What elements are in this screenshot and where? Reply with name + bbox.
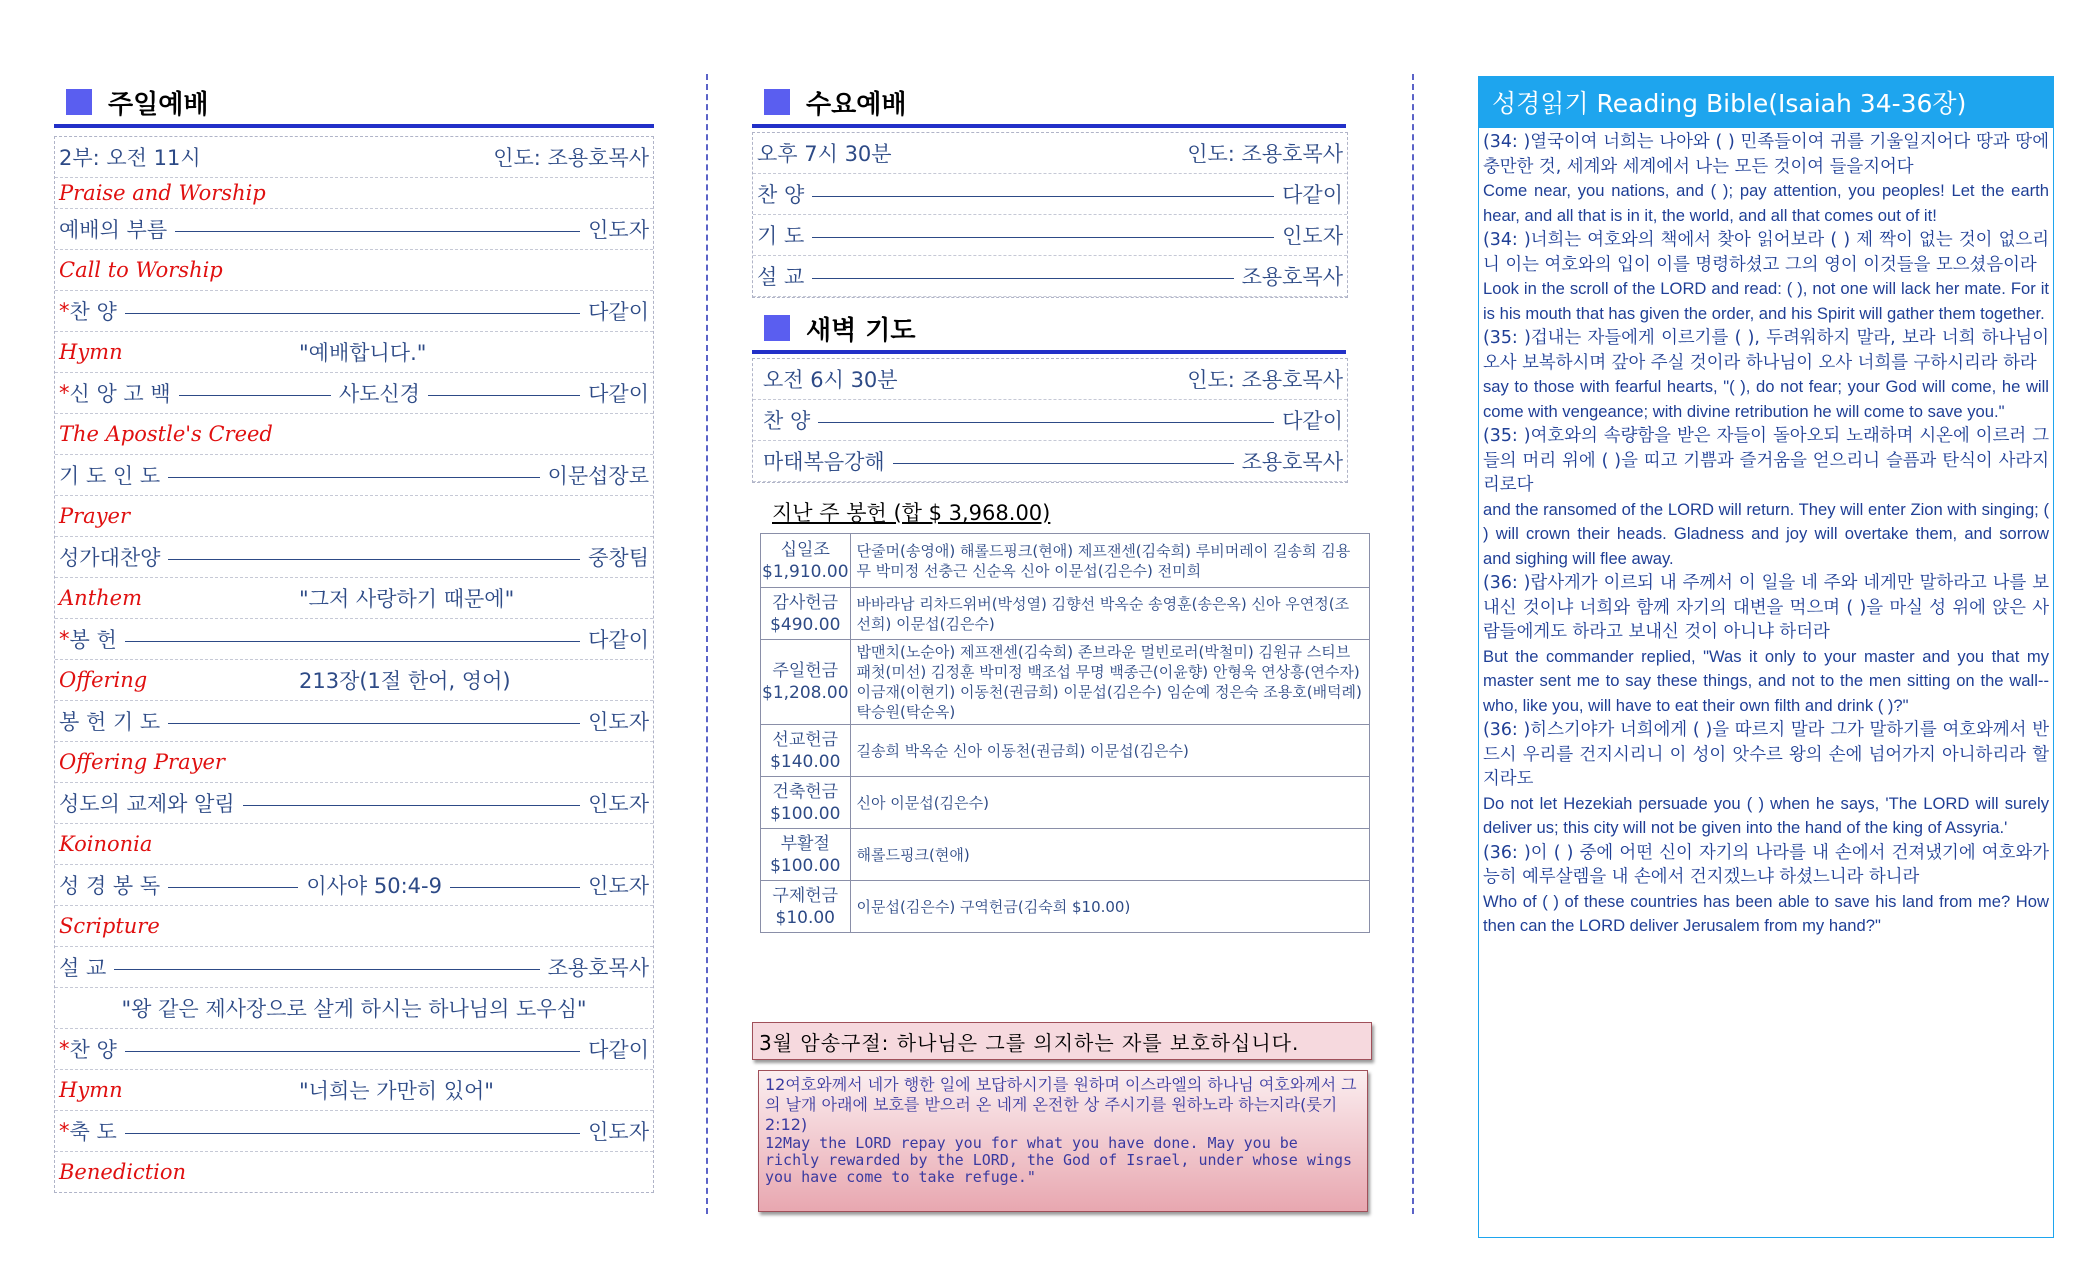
service-time: 오후 7시 30분 <box>757 142 892 166</box>
order-row <box>753 400 1347 441</box>
order-row <box>753 215 1347 256</box>
offering-kind-label: 선교헌금 <box>772 729 839 750</box>
order-row <box>55 373 653 414</box>
leader-line <box>175 231 580 232</box>
order-responsible: 다같이 <box>1282 183 1343 207</box>
leader-line <box>168 723 580 724</box>
order-detail: 이사야 50:4-9 <box>306 874 442 898</box>
leader-line <box>893 463 1234 464</box>
leader-line <box>168 887 298 888</box>
bible-verse-english: Look in the scroll of the LORD and read: ( ), not one will lack her mate. For it is his mouth that has given the order, and his Spirit will gather them together. <box>1483 279 2049 323</box>
offering-names: 신아 이문섭(김은수) <box>850 777 1369 829</box>
bible-verse-english: Who of ( ) of these countries has been able to save his land from me? How then can the LORD deliver Jerusalem from my hand?" <box>1483 891 2049 935</box>
section-title: 새벽 기도 <box>806 315 916 346</box>
leader-line <box>125 313 580 314</box>
offering-kind <box>761 881 851 933</box>
order-responsible: 다같이 <box>1282 409 1343 433</box>
offering-row <box>761 881 1370 933</box>
order-label: 신 앙 고 백 <box>69 382 171 406</box>
order-sub-row <box>55 824 653 865</box>
order-row <box>55 865 653 906</box>
dawn-order-box <box>752 358 1348 483</box>
service-leader: 인도: 조용호목사 <box>1187 142 1343 166</box>
order-english: Prayer <box>59 504 131 528</box>
offering-row <box>761 777 1370 829</box>
order-sub-row <box>55 332 653 373</box>
order-label: 설 교 <box>59 956 107 980</box>
order-label: 기 도 <box>757 224 805 248</box>
service-time-row <box>753 359 1347 400</box>
leader-line <box>818 422 1274 423</box>
leader-line <box>450 887 580 888</box>
order-row <box>55 1111 653 1152</box>
order-responsible: 조용호목사 <box>547 956 649 980</box>
offering-amount: $1,208.00 <box>762 683 849 703</box>
leader-line <box>125 1133 580 1134</box>
bible-verse-korean: (36: )이 ( ) 중에 어떤 신이 자기의 나라를 내 손에서 건져냈기에 여호와가 능히 예루살렘을 내 손에서 건지겠느냐 하셨느니라 하니라 <box>1483 842 2049 887</box>
order-responsible: 조용호목사 <box>1241 450 1343 474</box>
bible-verse-korean: (36: )랍사게가 이르되 내 주께서 이 일을 네 주와 네게만 말하라고 나를 보내신 것이냐 너희와 함께 자기의 대변을 먹으며 ( )을 마실 성 위에 앉은 사람들에게도 하라고 보내신 것이 아니냐 하더라 <box>1483 573 2049 642</box>
offering-names: 이문섭(김은수) 구역헌금(김숙희 $10.00) <box>850 881 1369 933</box>
offering-amount: $100.00 <box>770 855 841 876</box>
order-row <box>55 619 653 660</box>
square-bullet-icon <box>764 89 790 115</box>
bible-verse-korean: (35: )겁내는 자들에게 이르기를 ( ), 두려워하지 말라, 보라 너희 하나님이 오사 보복하시며 갚아 주실 것이라 하나님이 오사 너희를 구하시리라 하라 <box>1483 328 2049 373</box>
offering-amount: $10.00 <box>775 907 835 928</box>
order-label: 기 도 인 도 <box>59 464 161 488</box>
offering-amount: $490.00 <box>770 614 841 635</box>
service-leader: 인도: 조용호목사 <box>493 146 649 170</box>
order-detail: 사도신경 <box>338 382 420 406</box>
leader-line <box>243 805 581 806</box>
section-title: 수요예배 <box>806 89 907 120</box>
bible-reading-section <box>1478 76 2054 1238</box>
order-responsible: 중창팀 <box>588 546 649 570</box>
offering-amount: $100.00 <box>770 803 841 824</box>
bible-verse-english: and the ransomed of the LORD will return. They will enter Zion with singing; ( ) will crown their heads. Gladness and joy will overtake them, and sorrow and sighing will flee away. <box>1483 499 2049 568</box>
order-row <box>55 209 653 250</box>
order-responsible: 이문섭장로 <box>547 464 649 488</box>
offering-names: 밥맨치(노순아) 제프잰센(김숙희) 존브라운 멀빈로러(박철미) 김원규 스티브패첫(미선) 김정훈 박미정 백조섭 무명 백종근(이윤향) 안형욱 연상흥(연수자) 이금재(이현기) 이동천(권금희) 이문섭(김은수) 임순예 정은숙 조용호(배덕례) 탁승원(탁순옥) <box>850 640 1369 725</box>
leader-line <box>125 1051 580 1052</box>
required-marker: * <box>59 1037 70 1061</box>
order-label: 찬 양 <box>763 409 811 433</box>
leader-line <box>179 395 331 396</box>
order-english: Hymn <box>59 340 123 364</box>
offering-kind-label: 십일조 <box>780 539 830 560</box>
bible-reading-body <box>1478 128 2054 1238</box>
offering-table <box>760 533 1370 933</box>
bible-verse-korean: (35: )여호와의 속량함을 받은 자들이 돌아오되 노래하며 시온에 이르러 그들의 머리 위에 ( )을 띠고 기쁨과 즐거움을 얻으리니 슬픔과 탄식이 사라지리로다 <box>1483 426 2049 495</box>
order-row <box>55 455 653 496</box>
service-eng-row <box>55 178 653 209</box>
order-label: 성 경 봉 독 <box>59 874 161 898</box>
order-sub-row <box>55 906 653 947</box>
required-marker: * <box>59 1119 70 1143</box>
offering-kind-label: 부활절 <box>780 833 830 854</box>
service-eng-title: Praise and Worship <box>59 181 266 205</box>
offering-row <box>761 640 1370 725</box>
order-row <box>55 701 653 742</box>
bible-verse-english: Come near, you nations, and ( ); pay attention, you peoples! Let the earth hear, and all that is in it, the world, and all that comes out of it! <box>1483 181 2049 225</box>
order-responsible: 다같이 <box>588 1038 649 1062</box>
order-sub-row <box>55 578 653 619</box>
order-row <box>55 947 653 988</box>
memory-verse-english: 12May the LORD repay you for what you have done. May you be richly rewarded by the LORD, the God of Israel, under whose wings you have come to take refuge." <box>765 1134 1352 1186</box>
offering-row <box>761 534 1370 588</box>
square-bullet-icon <box>66 89 92 115</box>
order-responsible: 인도자 <box>588 218 649 242</box>
order-label: 설 교 <box>757 265 805 289</box>
order-responsible: 다같이 <box>588 382 649 406</box>
column-divider-1 <box>706 74 708 1214</box>
leader-line <box>125 641 580 642</box>
offering-kind <box>761 829 851 881</box>
order-note: "너희는 가만히 있어" <box>299 1079 494 1103</box>
order-label: 봉 헌 기 도 <box>59 710 161 734</box>
memory-verse-title: 3월 암송구절: 하나님은 그를 의지하는 자를 보호하십니다. <box>752 1022 1372 1060</box>
offering-row <box>761 588 1370 640</box>
offering-kind-label: 건축헌금 <box>772 781 839 802</box>
leader-line <box>168 559 580 560</box>
offering-kind <box>761 588 851 640</box>
offering-kind-label: 주일헌금 <box>772 661 839 681</box>
leader-line <box>812 237 1274 238</box>
order-responsible: 인도자 <box>588 792 649 816</box>
column-divider-2 <box>1412 74 1414 1214</box>
service-time: 2부: 오전 11시 <box>59 146 201 170</box>
offering-names: 바바라남 리차드위버(박성열) 김향선 박옥순 송영훈(송은옥) 신아 우연정(조선희) 이문섭(김은수) <box>850 588 1369 640</box>
order-label: 마태복음강해 <box>763 450 885 474</box>
order-english: Call to Worship <box>59 258 223 282</box>
memory-verse-box <box>758 1070 1368 1212</box>
offering-kind <box>761 725 851 777</box>
square-bullet-icon <box>764 315 790 341</box>
order-label: 축 도 <box>69 1120 117 1144</box>
order-row <box>753 256 1347 297</box>
leader-line <box>812 196 1274 197</box>
bible-reading-title: 성경읽기 Reading Bible(Isaiah 34-36장) <box>1478 76 2054 128</box>
order-row <box>753 441 1347 482</box>
section-header <box>752 80 1346 128</box>
bible-verse-english: Do not let Hezekiah persuade you ( ) when he says, 'The LORD will surely deliver us; this city will not be given into the hand of the king of Assyria.' <box>1483 793 2049 837</box>
order-note: "그저 사랑하기 때문에" <box>299 587 515 611</box>
leader-line <box>812 278 1233 279</box>
order-english: Scripture <box>59 914 160 938</box>
order-english: Benediction <box>59 1160 187 1184</box>
order-english: Offering <box>59 668 148 692</box>
leader-line <box>114 969 539 970</box>
order-responsible: 인도자 <box>588 874 650 898</box>
order-responsible: 인도자 <box>588 710 649 734</box>
service-leader: 인도: 조용호목사 <box>1187 368 1343 392</box>
bible-verse-korean: (34: )너희는 여호와의 책에서 찾아 읽어보라 ( ) 제 짝이 없는 것이 없으리니 이는 여호와의 입이 이를 명령하셨고 그의 영이 이것들을 모으셨음이라 <box>1483 230 2049 275</box>
required-marker: * <box>59 627 70 651</box>
order-responsible: 다같이 <box>588 628 649 652</box>
memory-verse-korean: 12여호와께서 네가 행한 일에 보답하시기를 원하며 이스라엘의 하나님 여호와께서 그의 날개 아래에 보호를 받으러 온 네게 온전한 상 주시기를 원하노라 하는지라(룻기 2:12) <box>765 1075 1357 1134</box>
order-english: Offering Prayer <box>59 750 225 774</box>
bible-verse-english: But the commander replied, "Was it only to your master and you that my master sent me to say these things, and not to the men sitting on the wall--who, like you, will have to eat their own filth and drink ( )?" <box>1483 646 2049 715</box>
order-note: "예배합니다." <box>299 341 427 365</box>
midweek-section <box>752 80 1372 1186</box>
order-note: 213장(1절 한어, 영어) <box>299 669 511 693</box>
leader-line <box>168 477 539 478</box>
offering-total-title: 지난 주 봉헌 (합 $ 3,968.00) <box>772 501 1051 525</box>
offering-row <box>761 725 1370 777</box>
order-label: 찬 양 <box>69 300 117 324</box>
bible-verse-english: say to those with fearful hearts, "( ), do not fear; your God will come, he will come with vengeance; with divine retribution he will come to save you." <box>1483 377 2049 421</box>
order-sub-row <box>55 660 653 701</box>
order-row <box>55 291 653 332</box>
order-sub-row <box>55 1070 653 1111</box>
offering-kind <box>761 640 851 725</box>
required-marker: * <box>59 381 70 405</box>
order-row <box>55 1029 653 1070</box>
order-responsible: 인도자 <box>588 1120 649 1144</box>
offering-amount: $1,910.00 <box>762 561 849 582</box>
section-title: 주일예배 <box>108 89 209 120</box>
leader-line <box>428 395 580 396</box>
sermon-title: "왕 같은 제사장으로 살게 하시는 하나님의 도우심" <box>121 997 587 1021</box>
offering-kind <box>761 777 851 829</box>
section-header <box>752 306 1346 354</box>
order-label: 성가대찬양 <box>59 546 161 570</box>
offering-names: 단줄머(송영애) 해롤드핑크(현애) 제프잰센(김숙희) 루비머레이 길송희 김용무 박미정 선충근 신순옥 신아 이문섭(김은수) 전미희 <box>850 534 1369 588</box>
offering-row <box>761 829 1370 881</box>
wednesday-order-box <box>752 132 1348 298</box>
required-marker: * <box>59 299 70 323</box>
order-responsible: 인도자 <box>1282 224 1343 248</box>
service-time-row <box>55 137 653 178</box>
bible-verse-korean: (36: )히스기야가 너희에게 ( )을 따르지 말라 그가 말하기를 여호와께서 반드시 우리를 건지시리니 이 성이 앗수르 왕의 손에 넘어가지 아니하리라 할지라도 <box>1483 720 2049 789</box>
bible-verse-korean: (34: )열국이여 너희는 나아와 ( ) 민족들이여 귀를 기울일지어다 땅과 땅에 충만한 것, 세계와 세계에서 나는 모든 것이여 들을지어다 <box>1483 132 2049 177</box>
order-responsible: 다같이 <box>588 300 649 324</box>
order-row <box>55 783 653 824</box>
order-label: 찬 양 <box>69 1038 117 1062</box>
order-row <box>753 174 1347 215</box>
service-time: 오전 6시 30분 <box>763 368 898 392</box>
order-label: 예배의 부름 <box>59 218 168 242</box>
order-english: Hymn <box>59 1078 123 1102</box>
order-label: 찬 양 <box>757 183 805 207</box>
order-sub-row <box>55 250 653 291</box>
offering-amount: $140.00 <box>770 751 841 772</box>
order-sub-row <box>55 1152 653 1192</box>
order-english: Anthem <box>59 586 142 610</box>
order-english: Koinonia <box>59 832 153 856</box>
order-sub-row <box>55 742 653 783</box>
offering-kind <box>761 534 851 588</box>
order-sub-row <box>55 414 653 455</box>
offering-kind-label: 감사헌금 <box>772 592 839 613</box>
order-responsible: 조용호목사 <box>1241 265 1343 289</box>
order-label: 성도의 교제와 알림 <box>59 792 235 816</box>
offering-kind-label: 구제헌금 <box>772 885 839 906</box>
section-header <box>54 80 654 128</box>
order-row <box>55 537 653 578</box>
service-time-row <box>753 133 1347 174</box>
order-label: 봉 헌 <box>69 628 117 652</box>
sunday-order-box <box>54 136 654 1193</box>
order-sub-row <box>55 496 653 537</box>
sermon-title-row <box>55 988 653 1029</box>
order-english: The Apostle's Creed <box>59 422 273 446</box>
offering-names: 해롤드핑크(현애) <box>850 829 1369 881</box>
offering-names: 길송희 박옥순 신아 이동천(권금희) 이문섭(김은수) <box>850 725 1369 777</box>
sunday-service-section <box>54 80 654 1193</box>
